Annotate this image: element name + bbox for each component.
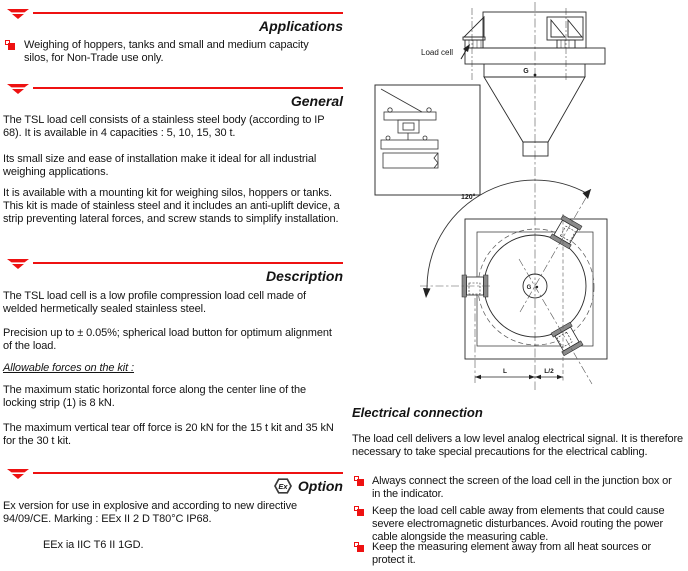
- section-title-general: General: [290, 93, 343, 109]
- square-bullet-icon: [354, 542, 366, 554]
- square-bullet-icon: [354, 506, 366, 518]
- electrical-connection-heading: Electrical connection: [352, 405, 483, 420]
- arc-arrowhead-left: [423, 288, 431, 298]
- bullet-item: [352, 505, 674, 544]
- paragraph: Precision up to ± 0.05%; spherical load button for optimum alignment of the load.: [3, 327, 332, 352]
- paragraph: The TSL load cell is a low profile compression load cell made of welded hermetically sealed stainless steel.: [3, 290, 306, 315]
- section-rule: [33, 87, 343, 89]
- paragraph: The TSL load cell consists of a stainless steel body (according to IP 68). It is available in 4 capacities : 5, 10, 15, 30 t.: [3, 114, 325, 139]
- paragraph: Ex version for use in explosive and according to new directive 94/09/CE. Marking : EEx II 2 D T80°C IP68.: [3, 500, 298, 525]
- mounting-detail-inset: [375, 85, 480, 195]
- gravity-label-top: G: [526, 285, 532, 291]
- ex-hexagon-icon: [274, 478, 292, 494]
- paragraph: EEx ia IIC T6 II 1GD.: [43, 539, 144, 551]
- gravity-label-front: G: [523, 68, 529, 75]
- bullet-item: [352, 541, 674, 567]
- angle-label: 120°: [461, 194, 476, 201]
- bullet-text: Weighing of hoppers, tanks and small and medium capacity silos, for Non-Trade use only.: [24, 39, 309, 64]
- paragraph: It is available with a mounting kit for weighing silos, hoppers or tanks. This kit is made of stainless steel and it includes an anti-uplift device, a strip preventing lateral forces, and screw stands to simplify installation.: [3, 187, 340, 225]
- square-bullet-icon: [354, 476, 366, 488]
- bullet-item: [352, 475, 674, 501]
- dim-l-half-label: L/2: [544, 368, 554, 375]
- section-title-description: Description: [265, 268, 343, 284]
- section-triangle-icon: [7, 9, 29, 19]
- section-triangle-icon: [7, 469, 29, 479]
- section-rule: [33, 472, 343, 474]
- subheading-allowable-forces: Allowable forces on the kit :: [3, 362, 135, 374]
- section-triangle-icon: [7, 259, 29, 269]
- section-triangle-icon: [7, 84, 29, 94]
- option-title-text: Option: [297, 478, 343, 494]
- section-title-option: [274, 478, 343, 494]
- svg-text:Ex: Ex: [278, 481, 288, 491]
- dim-l-label: L: [503, 368, 507, 375]
- paragraph: The maximum vertical tear off force is 20 kN for the 15 t kit and 35 kN for the 30 t kit.: [3, 422, 334, 447]
- bullet-item: [3, 39, 319, 65]
- hopper-front-view: [463, 12, 605, 156]
- square-bullet-icon: [5, 40, 17, 52]
- paragraph: Its small size and ease of installation make it ideal for all industrial weighing applications.: [3, 153, 317, 178]
- section-rule: [33, 262, 343, 264]
- bullet-text: Keep the measuring element away from all heat sources or protect it.: [372, 541, 651, 566]
- arc-arrowhead-right: [583, 189, 592, 199]
- leader-arrowhead: [463, 44, 470, 52]
- paragraph: The load cell delivers a low level analog electrical signal. It is therefore necessary to take special precautions for the electrical cabling.: [352, 433, 683, 458]
- paragraph: The maximum static horizontal force along the center line of the locking strip (1) is 8 kN.: [3, 384, 306, 409]
- section-rule: [33, 12, 343, 14]
- load-cell-label: Load cell: [421, 48, 454, 57]
- technical-drawing: [360, 0, 688, 400]
- bullet-text: Keep the load cell cable away from elements that could cause severe electromagnetic disturbances. Avoid routing the power cable alongside the measuring cable.: [372, 505, 665, 543]
- section-title-applications: Applications: [258, 18, 343, 34]
- bullet-text: Always connect the screen of the load cell in the junction box or in the indicator.: [372, 475, 672, 500]
